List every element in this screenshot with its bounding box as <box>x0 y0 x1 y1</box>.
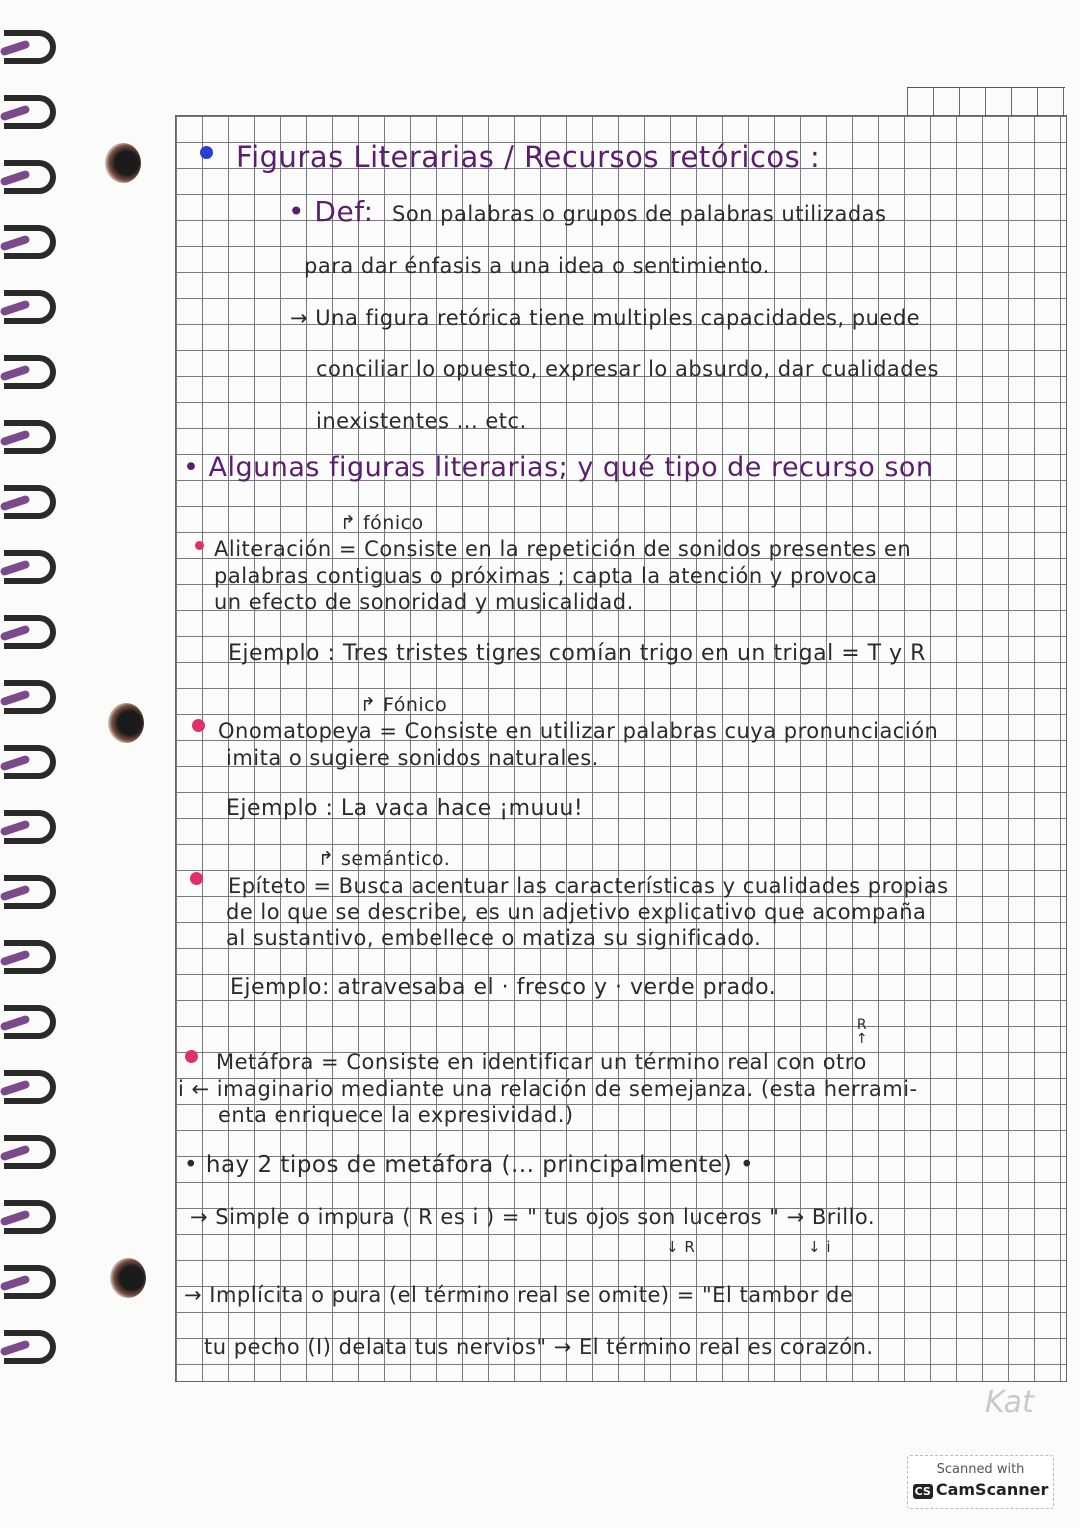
watermark-line1: Scanned with <box>936 1462 1025 1477</box>
spiral-ring <box>4 745 56 779</box>
definition-label: • Def: <box>288 195 374 228</box>
camscanner-watermark <box>907 1455 1054 1509</box>
figure-example: Ejemplo: atravesaba el · fresco y · verde prado. <box>230 975 777 1000</box>
punch-hole <box>108 703 144 743</box>
spiral-ring <box>4 940 56 974</box>
grid-paper-tab <box>907 87 1065 118</box>
figure-line: Onomatopeya = Consiste en utilizar palabras cuya pronunciación <box>218 719 939 743</box>
figure-type-note: ↱ Fónico <box>360 694 448 716</box>
figure-line: de lo que se describe, es un adjetivo explicativo que acompaña <box>226 900 927 924</box>
figure-line: al sustantivo, embellece o matiza su significado. <box>226 926 762 950</box>
bullet-pink-icon <box>195 541 204 550</box>
figure-line: Epíteto = Busca acentuar las características y cualidades propias <box>228 874 949 898</box>
signature: Kat <box>985 1385 1034 1420</box>
spiral-ring <box>4 875 56 909</box>
definition-note-line: conciliar lo opuesto, expresar lo absurdo, dar cualidades <box>316 357 939 381</box>
figure-line: imita o sugiere sonidos naturales. <box>226 746 599 770</box>
watermark-line2 <box>908 1480 1053 1499</box>
figure-line: i ← imaginario mediante una relación de semejanza. (esta herrami- <box>178 1077 918 1101</box>
definition-line: Son palabras o grupos de palabras utilizadas <box>392 202 887 226</box>
spiral-ring <box>4 160 56 194</box>
bullet-pink-icon <box>192 719 205 732</box>
figure-type-note: ↱ fónico <box>340 512 424 534</box>
bullet-pink-icon <box>185 1050 198 1063</box>
bullet-blue-icon <box>200 146 213 159</box>
figure-type-note: R ↑ <box>855 1017 869 1047</box>
figure-type-note: ↱ semántico. <box>318 848 451 870</box>
spiral-ring <box>4 1070 56 1104</box>
spiral-ring <box>4 550 56 584</box>
figure-example: Ejemplo : Tres tristes tigres comían trigo en un trigal = T y R <box>228 641 926 666</box>
metaphor-mark-i: ↓ i <box>808 1238 832 1256</box>
spiral-ring <box>4 420 56 454</box>
metaphor-mark-r: ↓ R <box>666 1238 696 1256</box>
punch-hole <box>105 143 141 183</box>
metaphor-types-heading: • hay 2 tipos de metáfora (... principalmente) • <box>184 1152 755 1178</box>
page-title: Figuras Literarias / Recursos retóricos : <box>236 140 821 174</box>
spiral-binding <box>0 30 60 1430</box>
spiral-ring <box>4 615 56 649</box>
figure-line: Metáfora = Consiste en identificar un término real con otro <box>216 1050 867 1074</box>
figure-line: Aliteración = Consiste en la repetición de sonidos presentes en <box>214 537 912 561</box>
section-subtitle: • Algunas figuras literarias; y qué tipo de recurso son <box>183 452 934 483</box>
spiral-ring <box>4 1330 56 1364</box>
definition-note-line: → Una figura retórica tiene multiples capacidades, puede <box>290 306 921 330</box>
spiral-ring <box>4 290 56 324</box>
metaphor-implicit-line: → Implícita o pura (el término real se omite) = "El tambor de <box>184 1283 854 1307</box>
definition-note-line: inexistentes ... etc. <box>316 409 527 433</box>
spiral-ring <box>4 355 56 389</box>
figure-line: enta enriquece la expresividad.) <box>218 1103 574 1127</box>
figure-line: palabras contiguas o próximas ; capta la atención y provoca <box>214 564 878 588</box>
metaphor-simple: → Simple o impura ( R es i ) = " tus ojos son luceros " → Brillo. <box>190 1205 876 1229</box>
figure-example: Ejemplo : La vaca hace ¡muuu! <box>226 796 584 821</box>
spiral-ring <box>4 485 56 519</box>
bullet-pink-icon <box>190 872 203 885</box>
metaphor-implicit-line: tu pecho (I) delata tus nervios" → El término real es corazón. <box>204 1335 874 1359</box>
spiral-ring <box>4 30 56 64</box>
figure-line: un efecto de sonoridad y musicalidad. <box>214 590 634 614</box>
definition-line: para dar énfasis a una idea o sentimiento. <box>304 254 770 278</box>
spiral-ring <box>4 1200 56 1234</box>
camscanner-logo-icon: CS <box>914 1485 931 1498</box>
spiral-ring <box>4 1265 56 1299</box>
punch-hole <box>110 1258 146 1298</box>
spiral-ring <box>4 810 56 844</box>
spiral-ring <box>4 225 56 259</box>
spiral-ring <box>4 95 56 129</box>
spiral-ring <box>4 1005 56 1039</box>
spiral-ring <box>4 680 56 714</box>
spiral-ring <box>4 1135 56 1169</box>
watermark-brand: CamScanner <box>935 1480 1049 1499</box>
